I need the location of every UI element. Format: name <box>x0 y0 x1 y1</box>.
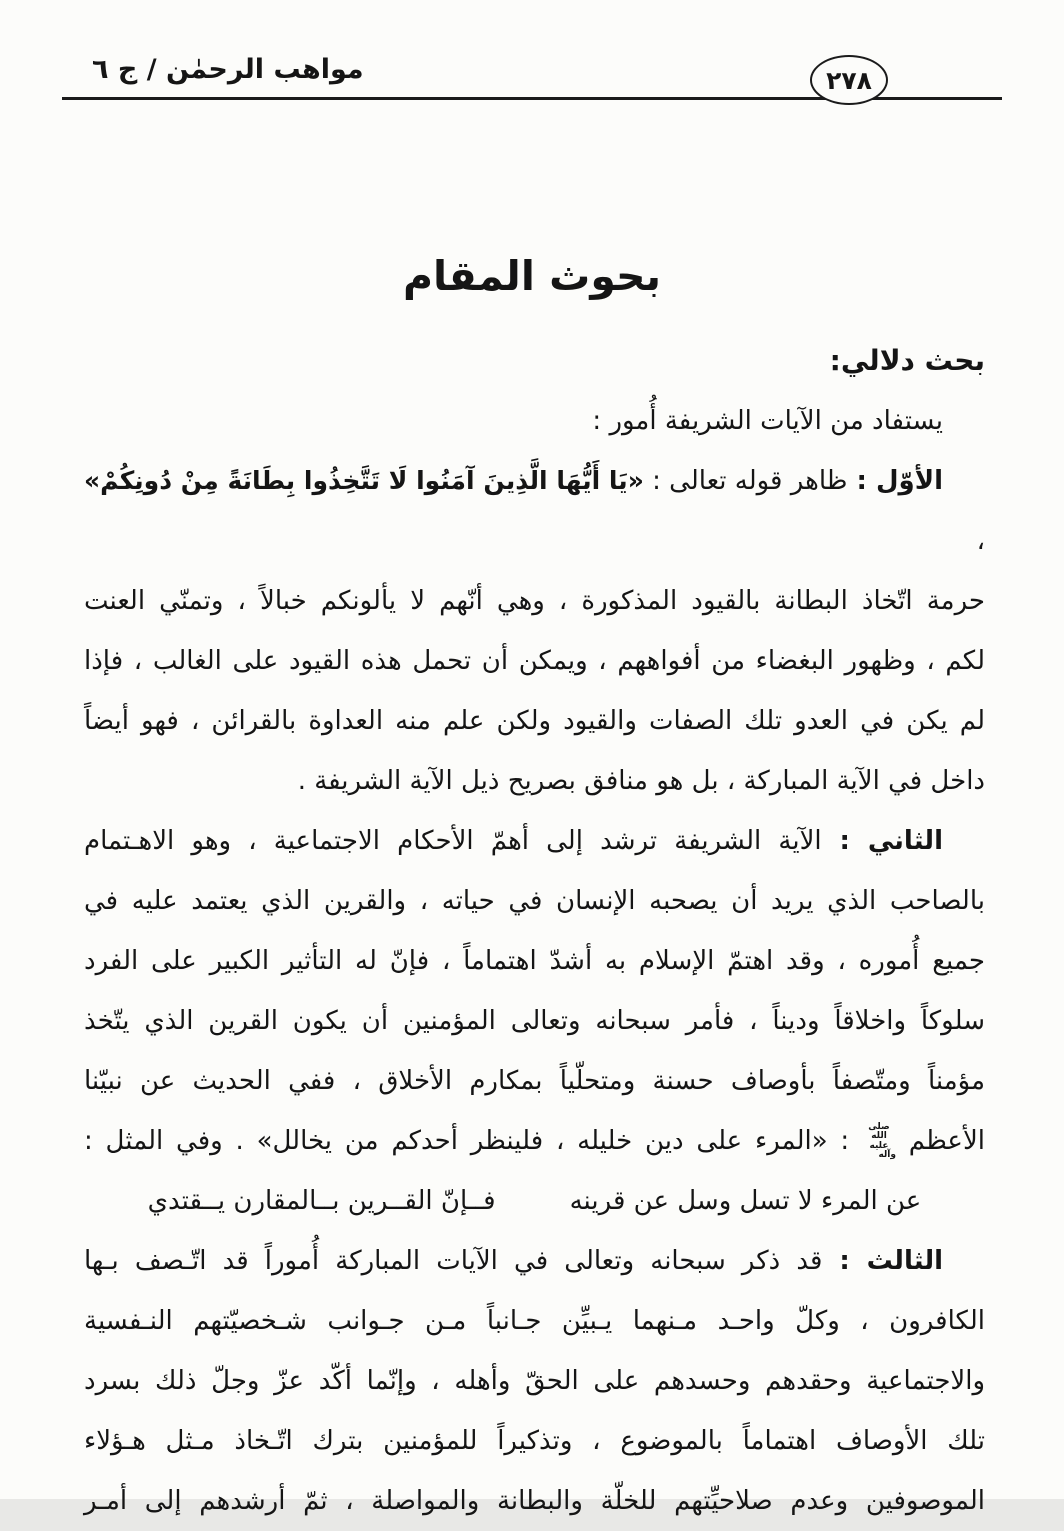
first-point-tail: ، <box>976 526 985 556</box>
third-point-line-1 <box>84 1231 985 1291</box>
second-point-line-4: سلوكاً واخلاقاً وديناً ، فأمر سبحانه وتعالى المؤمنين أن يكون القرين الذي يتّخذ <box>84 1006 985 1036</box>
third-point-label: الثالث : <box>822 1246 943 1276</box>
section-heading: بحث دلالي: <box>829 344 985 377</box>
hadith-pre: الأعظم <box>908 1126 985 1156</box>
page-number-badge <box>810 55 888 105</box>
third-point-text: قد ذكر سبحانه وتعالى في الآيات المباركة أُموراً قد اتّـصف بـها <box>84 1246 823 1276</box>
page-number: ٢٧٨ <box>826 65 872 95</box>
intro-line: يستفاد من الآيات الشريفة أُمور : <box>592 406 943 436</box>
prophet-salutation-symbol: صلى الله عليه وآله <box>868 1121 896 1160</box>
first-point-line-5: داخل في الآية المباركة ، بل هو منافق بصريح ذيل الآية الشريفة . <box>297 766 985 796</box>
page-body <box>84 331 985 1531</box>
second-point-label: الثاني : <box>821 826 943 856</box>
book-title: مواهب الرحمٰن / ج ٦ <box>92 54 364 85</box>
second-point-line-1 <box>84 811 985 871</box>
third-point-line-2: الكافرون ، وكلّ واحـد مـنهما يـبيِّن جـانباً مـن جـوانب شـخصيّتهم النـفسية <box>84 1306 985 1336</box>
third-point-line-3: والاجتماعية وحقدهم وحسدهم على الحقّ وأهله ، وإنّما أكّد عزّ وجلّ ذلك بسرد <box>84 1366 985 1396</box>
quran-verse: «يَا أَيُّهَا الَّذِينَ آمَنُوا لَا تَتَّخِذُوا بِطَانَةً مِنْ دُونِكُمْ» <box>84 466 644 495</box>
second-point-text: الآية الشريفة ترشد إلى أهمّ الأحكام الاجتماعية ، وهو الاهـتمام <box>84 826 822 856</box>
first-point-lead: ظاهر قوله تعالى : <box>643 466 848 496</box>
page-title: بحوث المقام <box>402 252 661 300</box>
second-point-line-3: جميع أُموره ، وقد اهتمّ الإسلام به أشدّ اهتماماً ، فإنّ له التأثير الكبير على الفرد <box>84 946 985 976</box>
second-point-line-5: مؤمناً ومتّصفاً بأوصاف حسنة ومتحلّياً بمكارم الأخلاق ، ففي الحديث عن نبيّنا <box>84 1066 985 1096</box>
first-point-line-1 <box>84 451 985 571</box>
second-point-line-6 <box>84 1111 985 1171</box>
first-point-line-3: لكم ، وظهور البغضاء من أفواههم ، ويمكن أن تحمل هذه القيود على الغالب ، فإذا <box>84 646 985 676</box>
poetry-hemistich-left: فــإنّ القــرين بــالمقارن يــقتدي <box>147 1186 496 1216</box>
third-point-line-5: الموصوفين وعدم صلاحيِّتهم للخلّة والبطانة والمواصلة ، ثمّ أرشدهم إلى أمـر <box>84 1486 985 1516</box>
first-point-line-2: حرمة اتّخاذ البطانة بالقيود المذكورة ، وهي أنّهم لا يألونكم خبالاً ، وتمنّي العنت <box>84 586 985 616</box>
hadith-text: : «المرء على دين خليله ، فلينظر أحدكم من يخالل» . وفي المثل : <box>84 1126 862 1156</box>
first-point-line-4: لم يكن في العدو تلك الصفات والقيود ولكن علم منه العداوة بالقرائن ، فهو أيضاً <box>84 706 985 736</box>
second-point-line-2: بالصاحب الذي يريد أن يصحبه الإنسان في حياته ، والقرين الذي يعتمد عليه في <box>84 886 985 916</box>
first-point-label: الأوّل : <box>847 466 943 496</box>
poetry-line <box>84 1171 985 1231</box>
poetry-hemistich-right: عن المرء لا تسل وسل عن قرينه <box>569 1186 922 1216</box>
third-point-line-4: تلك الأوصاف اهتماماً بالموضوع ، وتذكيراً للمؤمنين بترك اتّـخاذ مـثل هـؤلاء <box>84 1426 985 1456</box>
